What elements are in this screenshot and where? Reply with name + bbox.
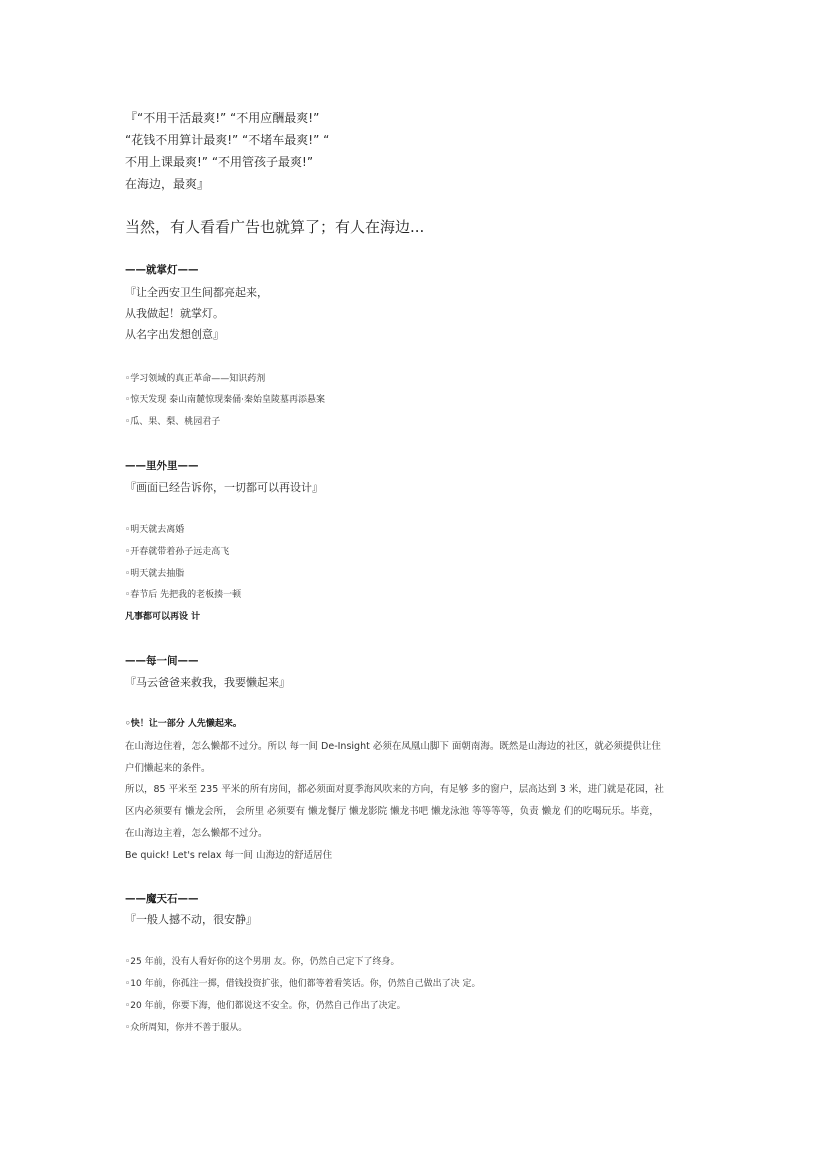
intro-quote-line: 在海边，最爽』: [125, 177, 210, 191]
section-quote-line: 『一般人撼不动，很安静』: [125, 913, 257, 926]
bullet-item: ◦学习领域的真正革命——知识药剂: [125, 374, 266, 384]
bullet-item: ◦25 年前，没有人看好你的这个男朋 友。你，仍然自己定下了终身。: [125, 957, 400, 967]
bullet-item: ◦众所周知，你并不善于服从。: [125, 1023, 248, 1033]
section-heading: ——里外里——: [125, 460, 199, 472]
section-heading: ——每一间——: [125, 655, 199, 667]
bullet-item: ◦明天就去离婚: [125, 525, 185, 535]
section-quote-line: 从名字出发想创意』: [125, 328, 224, 341]
bullet-item: ◦惊天发现 泰山南麓惊现秦俑·秦始皇陵墓再添悬案: [125, 395, 326, 405]
paragraph-line: 在山海边住着，怎么懒都不过分。所以 每一间 De-Insight 必须在凤凰山脚下 面朝南海。既然是山海边的社区，就必须提供让住: [125, 741, 661, 752]
bullet-item: ◦明天就去抽脂: [125, 569, 185, 579]
intro-quote-line: 不用上课最爽!” “不用管孩子最爽!”: [125, 155, 314, 169]
section-quote-line: 『画面已经告诉你，一切都可以再设计』: [125, 481, 323, 494]
intro-quote-line: 『“不用干活最爽!” “不用应酬最爽!”: [125, 111, 320, 125]
section-closing: 凡事都可以再设 计: [125, 612, 201, 622]
section-quote-line: 『让全西安卫生间都亮起来，: [125, 286, 268, 299]
paragraph-line: Be quick! Let's relax 每一间 山海边的舒适居住: [125, 850, 333, 861]
section-heading: ——魔天石——: [125, 893, 199, 905]
paragraph-line: 所以，85 平米至 235 平米的所有房间，都必须面对夏季海风吹来的方向，有足够 多的窗户，层高达到 3 米，进门就是花园，社: [125, 784, 664, 795]
paragraph-line: 在山海边主着，怎么懒都不过分。: [125, 828, 268, 839]
bold-bullet: ◦快！让一部分 人先懒起来。: [125, 719, 242, 729]
bullet-item: ◦瓜、果、梨、桃园君子: [125, 417, 221, 427]
section-quote-line: 『马云爸爸来救我，我要懒起来』: [125, 676, 290, 689]
lead-heading: 当然，有人看看广告也就算了；有人在海边...: [125, 218, 425, 236]
bullet-item: ◦20 年前，你要下海，他们都说这不安全。你，仍然自己作出了决定。: [125, 1001, 406, 1011]
bullet-item: ◦春节后 先把我的老板揍一顿: [125, 590, 242, 600]
intro-quote-line: “花钱不用算计最爽!” “不堵车最爽!” “: [125, 133, 330, 147]
paragraph-line: 区内必须要有 懒龙会所， 会所里 必须要有 懒龙餐厅 懒龙影院 懒龙书吧 懒龙泳池 等等等等，负责 懒龙 们的吃喝玩乐。毕竟，: [125, 806, 659, 817]
bullet-item: ◦开春就带着孙子远走高飞: [125, 547, 230, 557]
bullet-item: ◦10 年前，你孤注一掷，借钱投资扩张，他们都等着看笑话。你，仍然自己做出了决 定。: [125, 979, 481, 989]
paragraph-line: 户们懒起来的条件。: [125, 763, 211, 774]
section-heading: ——就掌灯——: [125, 264, 199, 276]
section-quote-line: 从我做起！就掌灯。: [125, 307, 224, 320]
